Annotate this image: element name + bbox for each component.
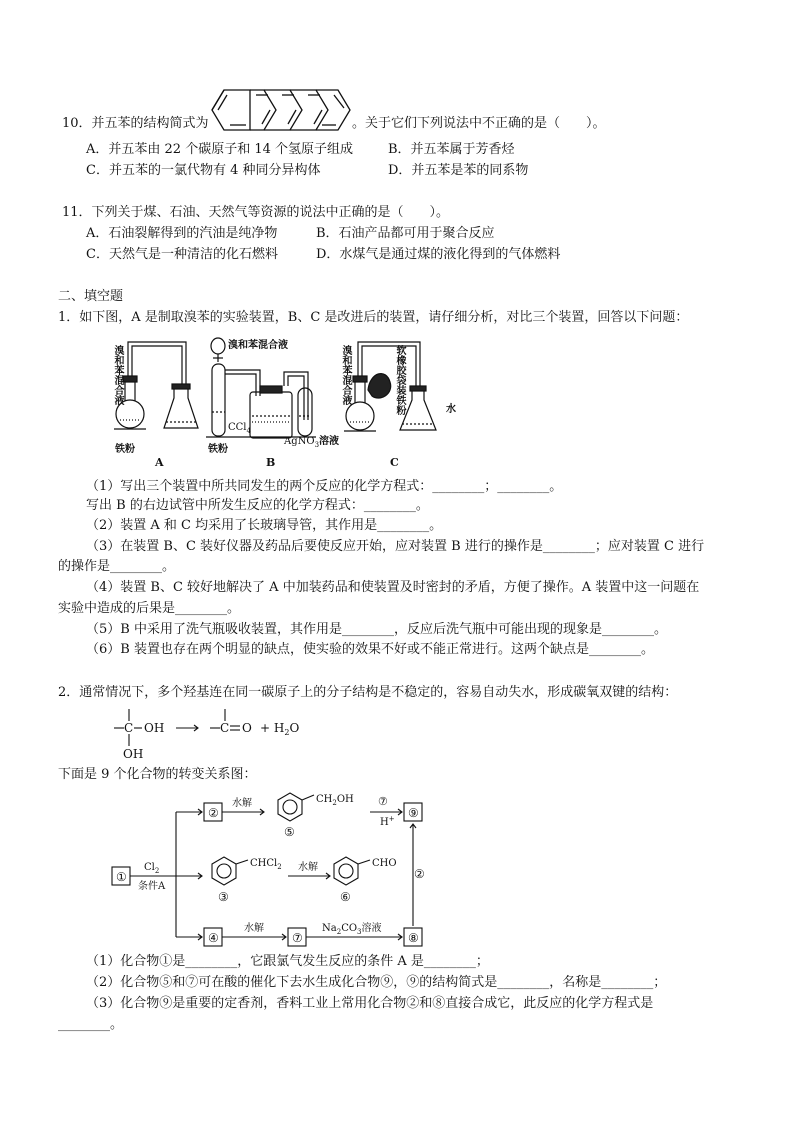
scheme-hplus: H+ xyxy=(380,815,395,828)
scheme-n2b: ② xyxy=(414,867,425,881)
q10-stem-post: 。关于它们下列说法中不正确的是（ ）。 xyxy=(352,116,606,131)
scheme-hydrolysis-1: 水解 xyxy=(232,798,252,809)
q10-option-a: A．并五苯由 22 个碳原子和 14 个氢原子组成 xyxy=(86,142,354,157)
scheme-n7b: ⑦ xyxy=(378,795,388,808)
p2-intro: 下面是 9 个化合物的转变关系图： xyxy=(58,767,257,782)
scheme-chcl2: CHCl$_2$ xyxy=(250,858,282,871)
c-caption: C xyxy=(390,456,399,469)
p1-q5: （5）B 中采用了洗气瓶吸收装置，其作用是________，反应后洗气瓶中可能出现的现象是________。 xyxy=(86,622,667,637)
eq-oh2: OH xyxy=(123,747,144,761)
scheme-n5: ⑤ xyxy=(284,825,295,839)
eq-water: + $H_2O$ xyxy=(260,721,300,737)
q10-stem-pre: 10．并五苯的结构简式为 xyxy=(62,116,209,131)
p1-q1a: （1）写出三个装置中所共同发生的两个反应的化学方程式：________；________。 xyxy=(86,479,563,494)
scheme-n1: ① xyxy=(116,870,127,884)
q10-stem xyxy=(62,115,209,132)
scheme-cho: CHO xyxy=(372,858,397,869)
p2-q3a: （3）化合物⑨是重要的定香剂，香料工业上常用化合物②和⑧直接合成它，此反应的化学方程式是 xyxy=(86,996,654,1011)
q11-option-b: B．石油产品都可用于聚合反应 xyxy=(316,226,495,241)
p1-q4b: 实验中造成的后果是________。 xyxy=(58,601,241,616)
eq-oh1: OH xyxy=(144,721,165,735)
scheme-n2: ② xyxy=(208,806,219,820)
q11-stem: 11．下列关于煤、石油、天然气等资源的说法中正确的是（ ）。 xyxy=(62,205,450,220)
svg-text:C: C xyxy=(124,721,134,735)
q10-option-d: D．并五苯是苯的同系物 xyxy=(388,163,529,178)
scheme-na2co3: $Na_2CO_3$溶液 xyxy=(322,923,382,936)
q10-option-c: C．并五苯的一氯代物有 4 种同分异构体 xyxy=(86,163,321,178)
pentacene-structure xyxy=(210,86,352,134)
b-iron-label: 铁粉 xyxy=(208,444,228,455)
scheme-cond-a: 条件A xyxy=(138,881,166,892)
b-ccl4-label: CCl$_4$ xyxy=(228,422,251,435)
p2-q2: （2）化合物⑤和⑦可在酸的催化下去水生成化合物⑨，⑨的结构简式是________，名称是________； xyxy=(86,975,667,990)
q11-option-a: A．石油裂解得到的汽油是纯净物 xyxy=(86,226,278,241)
c-flask-label: 溴和苯混合液 xyxy=(340,345,351,405)
scheme-n8: ⑧ xyxy=(408,931,419,945)
p1-stem: 1．如下图，A 是制取溴苯的实验装置，B、C 是改进后的装置，请仔细分析，对比三个装置，回答以下问题： xyxy=(58,310,689,325)
p1-q1b: 写出 B 的右边试管中所发生反应的化学方程式：________。 xyxy=(86,498,429,513)
p1-q4a: （4）装置 B、C 较好地解决了 A 中加装药品和使装置及时密封的矛盾，方便了操作。A 装置中这一问题在 xyxy=(86,580,700,595)
eq-o: O xyxy=(242,721,252,735)
q11-option-d: D．水煤气是通过煤的液化得到的气体燃料 xyxy=(316,247,561,262)
q11-option-c: C．天然气是一种清洁的化石燃料 xyxy=(86,247,278,262)
a-flask-label: 溴和苯混合液 xyxy=(112,345,123,405)
p2-q1: （1）化合物①是________，它跟氯气发生反应的条件 A 是________； xyxy=(86,954,489,969)
reaction-scheme xyxy=(108,790,438,950)
c-water-label: 水 xyxy=(446,404,456,415)
a-caption: A xyxy=(155,456,164,469)
scheme-n3: ③ xyxy=(218,890,229,904)
p1-q3a: （3）在装置 B、C 装好仪器及药品后要使反应开始，应对装置 B 进行的操作是________；应对装置 C 进行 xyxy=(86,539,705,554)
q10-option-b: B．并五苯属于芳香烃 xyxy=(388,142,515,157)
scheme-hydrolysis-2: 水解 xyxy=(298,862,318,873)
p1-q6: （6）B 装置也存在两个明显的缺点，使实验的效果不好或不能正常进行。这两个缺点是________。 xyxy=(86,642,654,657)
scheme-ch2oh: $CH_2OH$ xyxy=(316,794,354,807)
dehydration-equation xyxy=(110,704,320,762)
p2-stem: 2．通常情况下，多个羟基连在同一碳原子上的分子结构是不稳定的，容易自动失水，形成碳氧双键的结构： xyxy=(58,685,678,700)
b-agno3-label: AgNO$_3$溶液 xyxy=(284,436,340,449)
p1-q3b: 的操作是________。 xyxy=(58,559,176,574)
a-iron-label: 铁粉 xyxy=(115,444,135,455)
p2-q3b: ________。 xyxy=(58,1017,124,1032)
svg-text:C: C xyxy=(220,721,230,735)
scheme-n4: ④ xyxy=(208,931,219,945)
scheme-n7: ⑦ xyxy=(292,931,303,945)
scheme-n6: ⑥ xyxy=(340,890,351,904)
scheme-n9: ⑨ xyxy=(408,806,419,820)
section-heading: 二、填空题 xyxy=(58,289,124,304)
scheme-cl2: $Cl_2$ xyxy=(144,862,160,875)
b-caption: B xyxy=(266,456,276,469)
apparatus-figure xyxy=(100,332,480,474)
scheme-hydrolysis-3: 水解 xyxy=(244,923,264,934)
c-tube-label: 软橡胶袋装铁粉 xyxy=(394,345,405,415)
p1-q2: （2）装置 A 和 C 均采用了长玻璃导管，其作用是________。 xyxy=(86,518,443,533)
b-top-label: 溴和苯混合液 xyxy=(228,340,288,351)
